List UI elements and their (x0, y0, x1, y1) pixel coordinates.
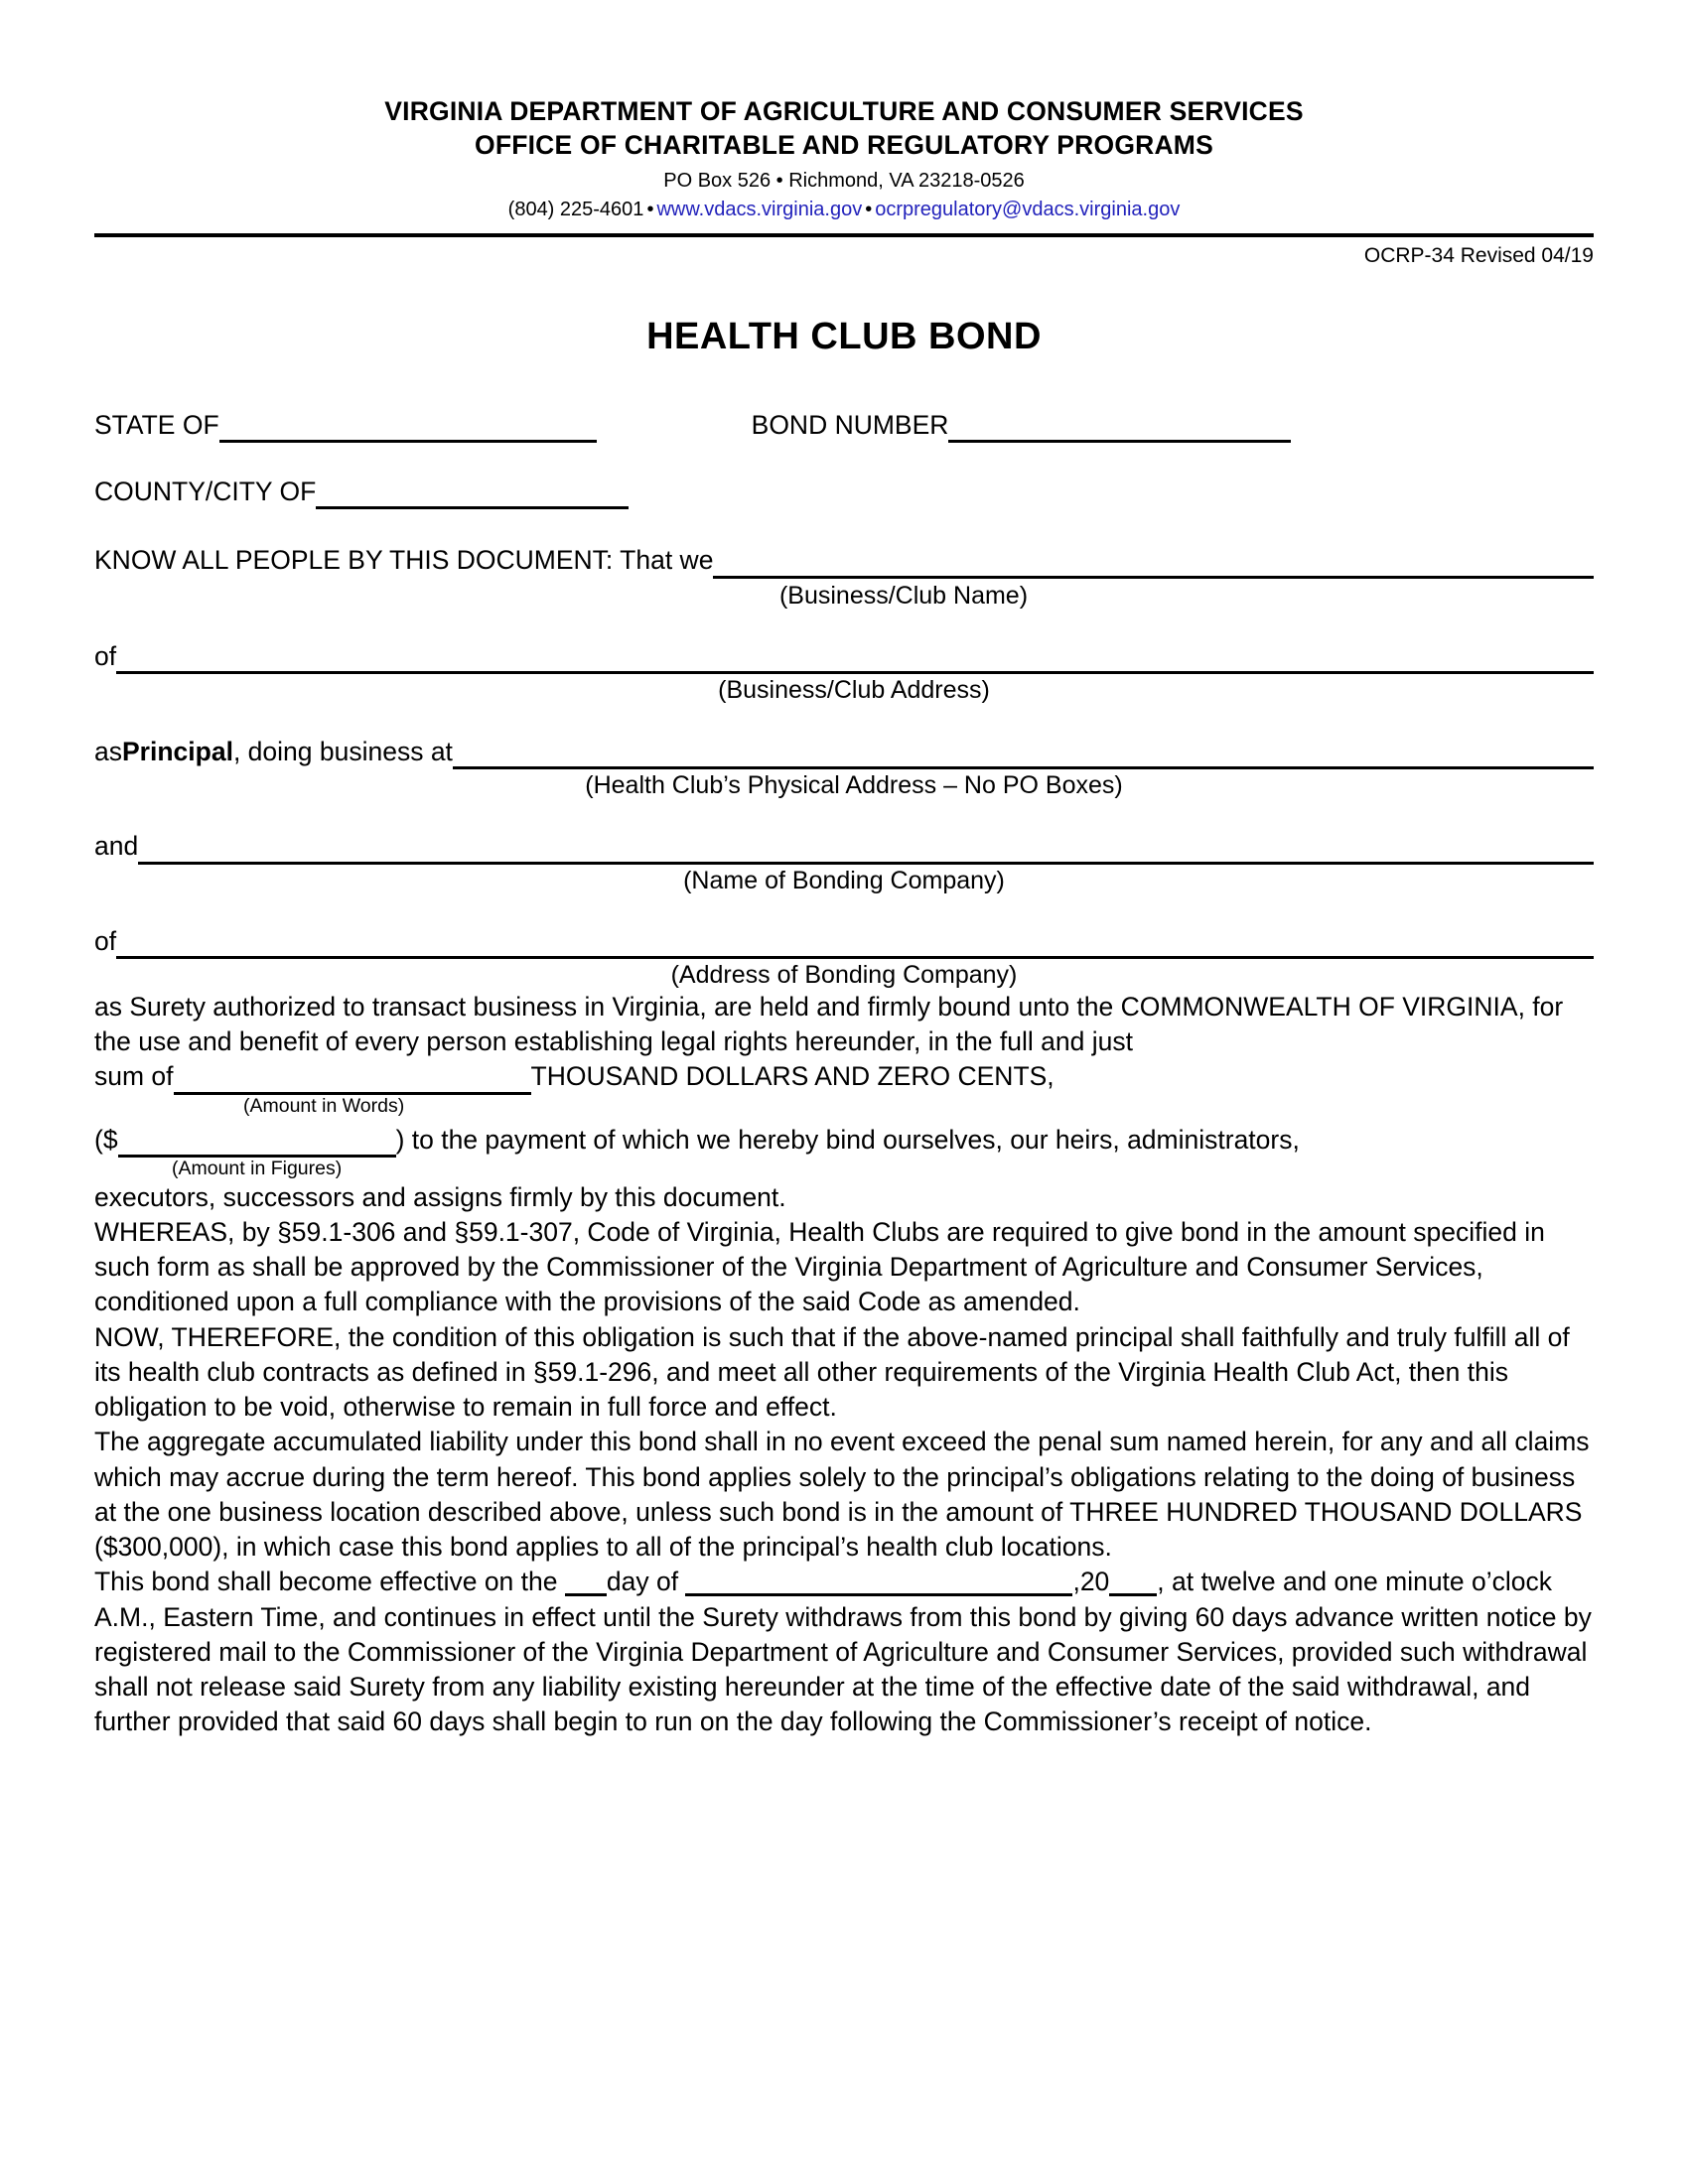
now-therefore-paragraph: NOW, THEREFORE, the condition of this obligation is such that if the above-named principal shall faithfully and truly fulfill all of its health club contracts as defined in §59.1-296, and meet all other requirements of the Virginia Health Club Act, then this obligation to be void, otherwise to remain in full force and effect. (94, 1321, 1570, 1423)
effective-date-prefix: This bond shall become effective on the (94, 1567, 558, 1597)
form-body (94, 408, 1594, 1740)
surety-paragraph: as Surety authorized to transact business in Virginia, are held and firmly bound unto the COMMONWEALTH OF VIRGINIA, for the use and benefit of every person establishing legal rights hereunder, in the full and just (94, 991, 1564, 1057)
row-amount-words (94, 1059, 1594, 1094)
of-label: of (94, 641, 117, 672)
physical-address-input[interactable] (453, 738, 1594, 769)
aggregate-liability-paragraph: The aggregate accumulated liability under this bond shall in no event exceed the penal sum named herein, for any and all claims which may accrue during the term hereof. This bond applies solely to the principal’s obligations relating to the doing of business at the one business location described above, unless such bond is in the amount of THREE HUNDRED THOUSAND DOLLARS ($300,000), in which case this bond applies to all of the principal’s health club locations. (94, 1427, 1590, 1563)
bullet-separator-icon-2: • (865, 198, 873, 220)
contact-line (94, 196, 1594, 224)
form-revision-label: OCRP-34 Revised 04/19 (1363, 243, 1594, 267)
day-of-label: day of (606, 1567, 679, 1597)
bonding-company-address-caption: (Address of Bonding Company) (670, 961, 1018, 990)
business-club-name-input[interactable] (713, 547, 1594, 579)
and-label: and (94, 831, 139, 862)
bonding-company-name-caption: (Name of Bonding Company) (683, 866, 1005, 894)
dollar-open-label: ($ (94, 1125, 118, 1156)
bonding-company-address-input[interactable] (116, 928, 1594, 960)
know-all-people-label: KNOW ALL PEOPLE BY THIS DOCUMENT: That we (94, 545, 714, 576)
effective-date-suffix: , at twelve and one minute o’clock A.M., Eastern Time, and continues in effect until the Surety withdraws from this bond by giving 60 days advance written notice by registered mail to the Commissioner of the Virginia Department of Agriculture and Consumer Services, provided such withdrawal shall not release said Surety from any liability existing hereunder at the time of the effective date of the said withdrawal, and further provided that said 60 days shall begin to run on the day following the Commissioner’s receipt of notice. (94, 1567, 1592, 1737)
bond-number-label: BOND NUMBER (751, 409, 949, 440)
figures-suffix-label: ) to the payment of which we hereby bind ourselves, our heirs, administrators, (395, 1125, 1300, 1156)
of-label-2: of (94, 926, 117, 957)
page-title: HEALTH CLUB BOND (646, 315, 1042, 357)
effective-day-input[interactable] (565, 1567, 607, 1596)
as-principal-prefix: as (94, 736, 122, 766)
row-know-all-people (94, 543, 1594, 578)
physical-address-caption: (Health Club’s Physical Address – No PO Boxes) (585, 770, 1123, 799)
row-principal-dba (94, 735, 1594, 769)
phone-number: (804) 225-4601 (507, 198, 644, 220)
business-club-address-input[interactable] (116, 643, 1594, 675)
executors-paragraph: executors, successors and assigns firmly by this document. (94, 1181, 786, 1212)
amount-in-words-caption: (Amount in Words) (243, 1094, 405, 1117)
office-name: OFFICE OF CHARITABLE AND REGULATORY PROGRAMS (475, 129, 1213, 160)
sum-of-label: sum of (94, 1061, 174, 1092)
mailing-address: PO Box 526 • Richmond, VA 23218-0526 (663, 169, 1025, 192)
amount-in-figures-input[interactable] (118, 1127, 396, 1159)
row-bonding-company-address (94, 924, 1594, 959)
letterhead (94, 0, 1594, 224)
bonding-company-name-input[interactable] (138, 833, 1594, 865)
as-principal-suffix: , doing business at (232, 736, 453, 766)
year-prefix-label: ,20 (1072, 1567, 1110, 1597)
bond-number-input[interactable] (948, 411, 1291, 443)
effective-month-input[interactable] (685, 1567, 1072, 1596)
thousand-dollars-label: THOUSAND DOLLARS AND ZERO CENTS, (530, 1061, 1055, 1092)
county-city-input[interactable] (316, 478, 629, 510)
whereas-paragraph: WHEREAS, by §59.1-306 and §59.1-307, Code of Virginia, Health Clubs are required to give bond in the amount specified in such form as shall be approved by the Commissioner of the Virginia Department of Agriculture and Consumer Services, conditioned upon a full compliance with the provisions of the said Code as amended. (94, 1217, 1545, 1317)
amount-in-words-input[interactable] (174, 1063, 531, 1095)
website-link[interactable]: www.vdacs.virginia.gov (656, 198, 863, 220)
agency-name: VIRGINIA DEPARTMENT OF AGRICULTURE AND CONSUMER SERVICES (384, 96, 1304, 126)
business-club-address-caption: (Business/Club Address) (718, 676, 990, 705)
row-bonding-company-name (94, 829, 1594, 864)
header-divider (94, 233, 1594, 237)
county-city-label: COUNTY/CITY OF (94, 477, 317, 507)
effective-date-paragraph (94, 1565, 1594, 1739)
email-link[interactable]: ocrpregulatory@vdacs.virginia.gov (875, 198, 1181, 220)
state-of-input[interactable] (219, 411, 597, 443)
row-county-city (94, 475, 1594, 509)
state-of-label: STATE OF (94, 409, 219, 440)
business-club-name-caption: (Business/Club Name) (778, 581, 1029, 610)
principal-bold-label: Principal (122, 736, 233, 766)
bullet-separator-icon: • (646, 198, 654, 220)
row-state-bond (94, 408, 1594, 443)
effective-year-input[interactable] (1109, 1567, 1157, 1596)
amount-in-figures-caption: (Amount in Figures) (172, 1158, 343, 1180)
row-business-address (94, 639, 1594, 674)
row-amount-figures (94, 1123, 1594, 1158)
